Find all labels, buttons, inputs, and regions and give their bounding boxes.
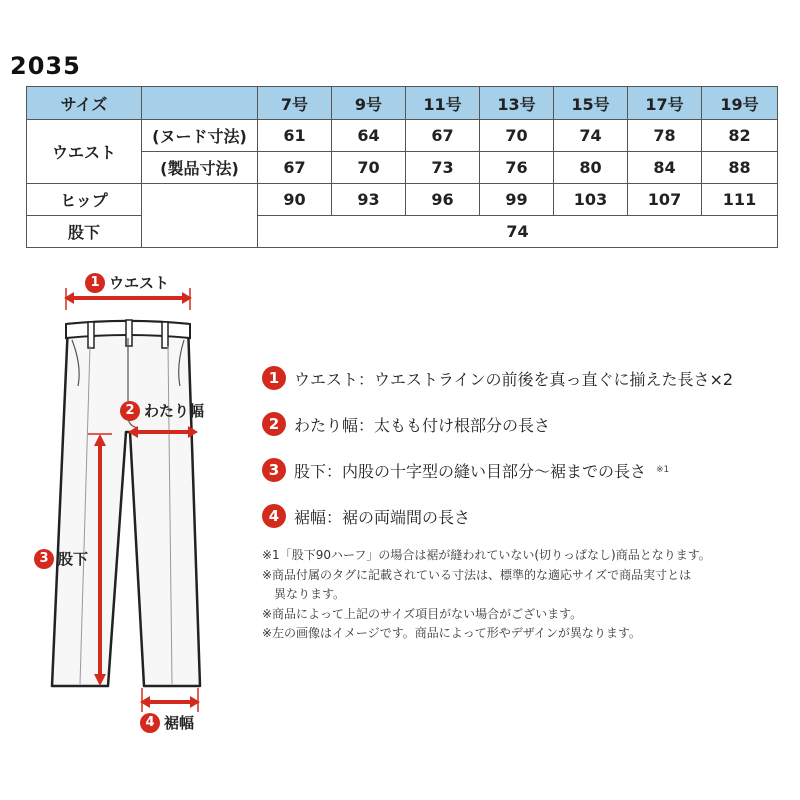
inseam-value: 74 bbox=[258, 216, 778, 248]
header-size-label: サイズ bbox=[27, 87, 142, 120]
footnote: ※商品によって上記のサイズ項目がない場合がございます。 bbox=[262, 606, 583, 621]
number-badge: 4 bbox=[140, 713, 160, 733]
footnote: 異なります。 bbox=[274, 587, 346, 601]
waist-product-label: (製品寸法) bbox=[142, 152, 258, 184]
table-cell: 107 bbox=[628, 184, 702, 216]
table-cell: 76 bbox=[480, 152, 554, 184]
measurement-legend bbox=[262, 366, 782, 550]
footnote: ※左の画像はイメージです。商品によって形やデザインが異なります。 bbox=[262, 626, 641, 640]
table-cell: 74 bbox=[554, 120, 628, 152]
table-cell: 61 bbox=[258, 120, 332, 152]
header-size-cell: 9号 bbox=[332, 87, 406, 120]
table-cell: 93 bbox=[332, 184, 406, 216]
footnote: ※商品付属のタグに記載されている寸法は、標準的な適応サイズで商品実寸とは bbox=[262, 567, 692, 582]
number-badge: 2 bbox=[262, 412, 286, 436]
diagram-label-hem bbox=[140, 712, 194, 733]
legend-item-inseam bbox=[262, 458, 782, 482]
blank-cell bbox=[142, 184, 258, 248]
waist-row-label: ウエスト bbox=[27, 120, 142, 184]
table-cell: 67 bbox=[406, 120, 480, 152]
size-table bbox=[26, 86, 778, 248]
hip-row bbox=[27, 184, 778, 216]
legend-item-thigh bbox=[262, 412, 782, 436]
legend-item-hem bbox=[262, 504, 782, 528]
number-badge: 1 bbox=[85, 273, 105, 293]
number-badge: 4 bbox=[262, 504, 286, 528]
table-cell: 84 bbox=[628, 152, 702, 184]
inseam-row bbox=[27, 216, 778, 248]
diagram-label-waist bbox=[85, 272, 169, 293]
header-size-cell: 17号 bbox=[628, 87, 702, 120]
table-header-row bbox=[27, 87, 778, 120]
table-cell: 78 bbox=[628, 120, 702, 152]
legend-item-waist bbox=[262, 366, 782, 390]
header-size-cell: 13号 bbox=[480, 87, 554, 120]
header-size-cell: 7号 bbox=[258, 87, 332, 120]
diagram-label-thigh bbox=[120, 400, 204, 421]
table-cell: 73 bbox=[406, 152, 480, 184]
diagram-label-text: わたり幅 bbox=[144, 402, 205, 420]
number-badge: 2 bbox=[120, 401, 140, 421]
legend-text: 裾幅：裾の両端間の長さ bbox=[294, 507, 471, 527]
inseam-row-label: 股下 bbox=[27, 216, 142, 248]
number-badge: 1 bbox=[262, 366, 286, 390]
legend-text: ウエスト：ウエストラインの前後を真っ直ぐに揃えた長さ×2 bbox=[294, 369, 734, 389]
table-cell: 90 bbox=[258, 184, 332, 216]
model-number: 2035 bbox=[10, 52, 81, 80]
footnote: ※1「股下90ハーフ」の場合は裾が縫われていない(切りっぱなし)商品となります。 bbox=[262, 548, 711, 562]
header-size-cell: 19号 bbox=[702, 87, 778, 120]
diagram-label-text: 裾幅 bbox=[164, 714, 195, 732]
table-cell: 80 bbox=[554, 152, 628, 184]
table-cell: 111 bbox=[702, 184, 778, 216]
hip-row-label: ヒップ bbox=[27, 184, 142, 216]
hem-width-arrow bbox=[140, 688, 200, 712]
waist-nude-row bbox=[27, 120, 778, 152]
table-cell: 88 bbox=[702, 152, 778, 184]
number-badge: 3 bbox=[34, 549, 54, 569]
pants-illustration bbox=[30, 266, 230, 736]
number-badge: 3 bbox=[262, 458, 286, 482]
waist-nude-label: (ヌード寸法) bbox=[142, 120, 258, 152]
legend-text: 股下：内股の十字型の縫い目部分〜裾までの長さ bbox=[294, 461, 647, 481]
footnote-ref: ※1 bbox=[656, 465, 670, 475]
table-cell: 70 bbox=[332, 152, 406, 184]
header-size-cell: 11号 bbox=[406, 87, 480, 120]
table-cell: 67 bbox=[258, 152, 332, 184]
footnotes bbox=[262, 546, 782, 644]
table-cell: 64 bbox=[332, 120, 406, 152]
table-cell: 103 bbox=[554, 184, 628, 216]
diagram-label-text: ウエスト bbox=[109, 274, 170, 292]
table-cell: 96 bbox=[406, 184, 480, 216]
header-size-cell: 15号 bbox=[554, 87, 628, 120]
table-cell: 82 bbox=[702, 120, 778, 152]
pants-diagram bbox=[30, 266, 230, 736]
header-blank-cell bbox=[142, 87, 258, 120]
legend-text: わたり幅：太もも付け根部分の長さ bbox=[294, 415, 551, 435]
table-cell: 99 bbox=[480, 184, 554, 216]
diagram-label-inseam bbox=[34, 548, 88, 569]
table-cell: 70 bbox=[480, 120, 554, 152]
diagram-label-text: 股下 bbox=[58, 550, 89, 568]
